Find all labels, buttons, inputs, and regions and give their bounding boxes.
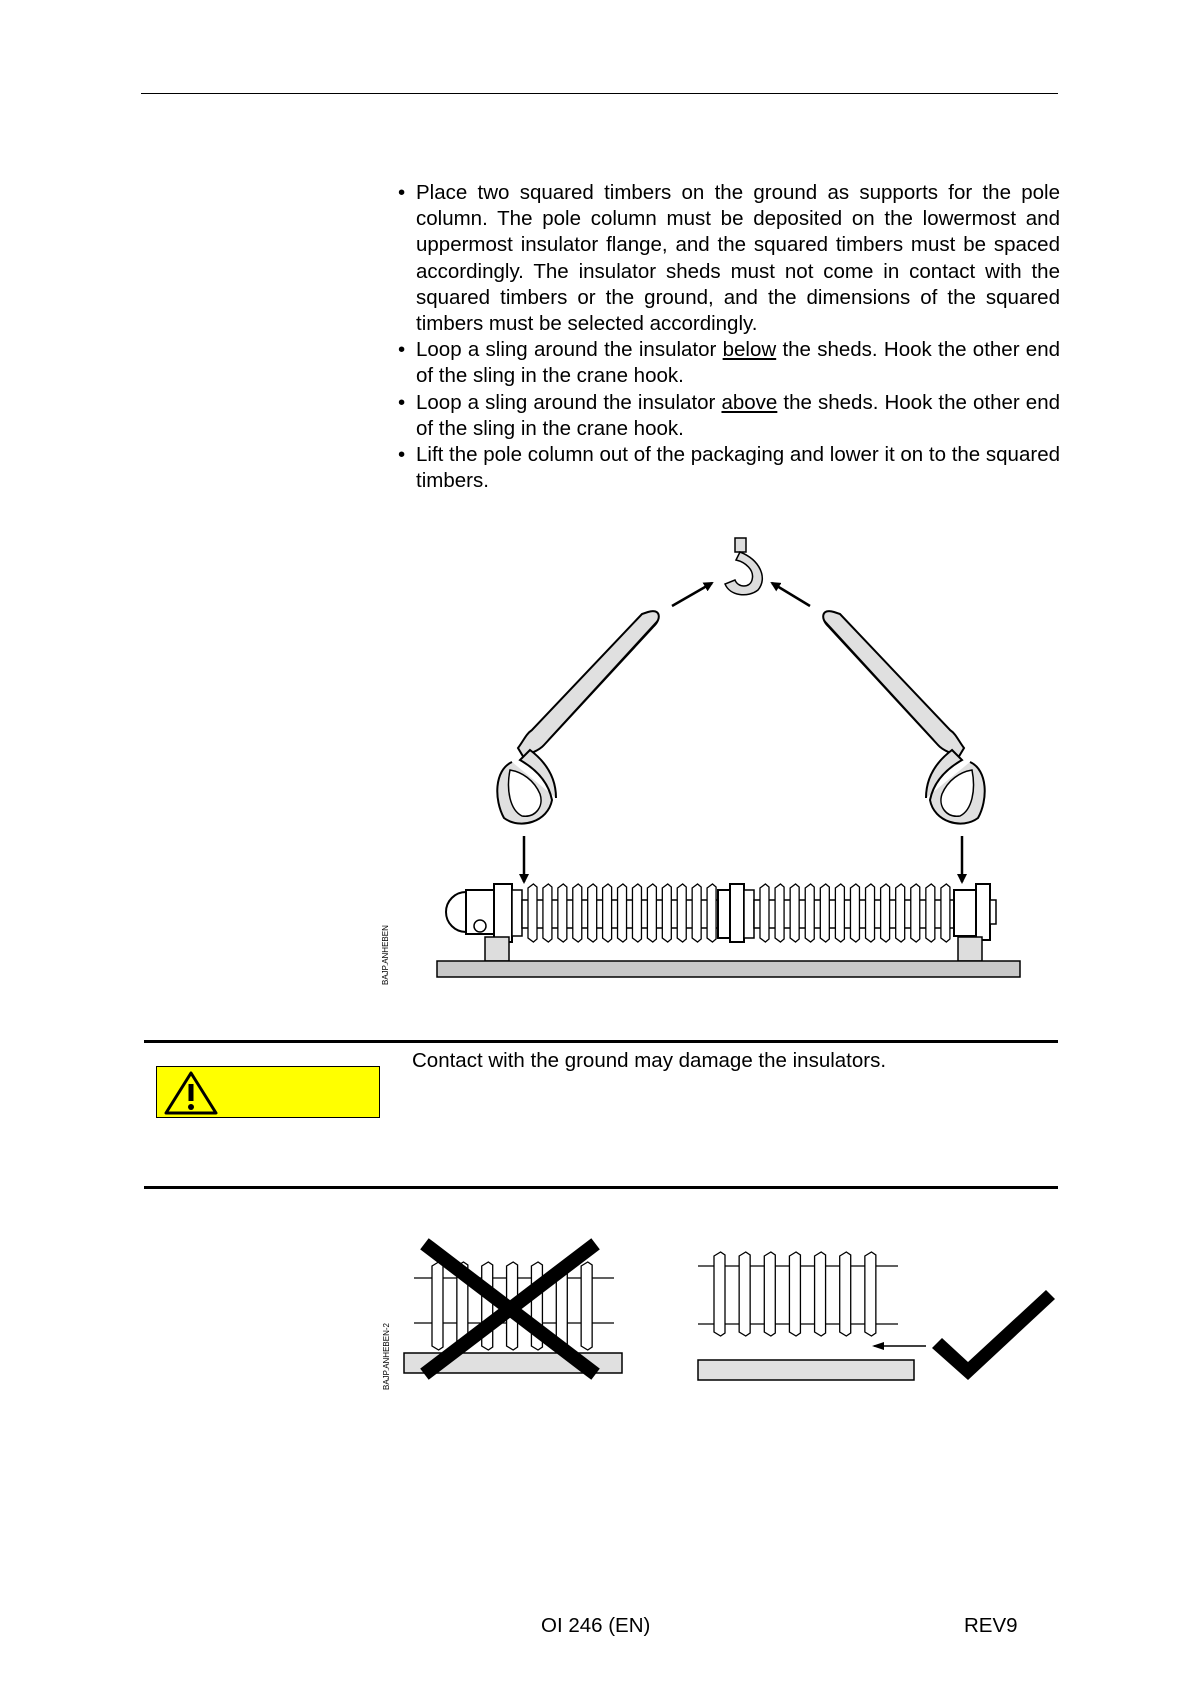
instruction-text: Lift the pole column out of the packaging and lower it on to the squared timbers. bbox=[416, 443, 1060, 493]
arrow-to-hook-right bbox=[772, 583, 810, 606]
check-mark-icon bbox=[932, 1290, 1055, 1380]
figure-code-ground-contact: BAJP.ANHEBEN-2 bbox=[382, 1323, 391, 1390]
warning-text: Contact with the ground may damage the insulators. bbox=[412, 1049, 887, 1072]
emphasis-text: above bbox=[721, 390, 778, 414]
ground-bar bbox=[437, 961, 1020, 977]
bullet-glyph: • bbox=[398, 390, 406, 414]
instruction-text: Place two squared timbers on the ground as supports for the pole column. The pole column must be deposited on the lowermost and uppermost insulator flange, and the squared timbers must be spaced accordingly. The insulator sheds must not come in contact with the squared timbers or the ground, and the dimensions of the squared timbers must be selected accordingly. bbox=[416, 181, 1060, 336]
emphasis-text: below bbox=[722, 338, 777, 362]
instruction-text: the sheds. Hook the other end of the sling in the crane hook. bbox=[416, 338, 1061, 388]
instruction-text: the sheds. Hook the other end of the sling in the crane hook. bbox=[416, 390, 1060, 440]
warning-top-rule bbox=[144, 1040, 1058, 1043]
correct-placement bbox=[698, 1252, 1055, 1380]
warning-bottom-rule bbox=[144, 1186, 1058, 1189]
squared-timber-right bbox=[958, 937, 982, 961]
incorrect-placement bbox=[404, 1248, 622, 1373]
warning-box bbox=[156, 1066, 380, 1118]
squared-timber-left bbox=[485, 937, 509, 961]
pole-column bbox=[446, 884, 996, 942]
arrow-to-hook-left bbox=[672, 583, 712, 606]
instruction-text: Loop a sling around the insulator bbox=[416, 338, 723, 362]
ground-contact-diagram bbox=[0, 1230, 1190, 1430]
footer-doc-id: OI 246 (EN) bbox=[541, 1614, 651, 1637]
sling-left bbox=[497, 611, 659, 823]
crane-hook-icon bbox=[725, 538, 762, 595]
figure-code-lifting: BAJP.ANHEBEN bbox=[381, 925, 390, 985]
bullet-glyph: • bbox=[398, 181, 406, 204]
bullet-glyph: • bbox=[398, 338, 406, 362]
instruction-text: Loop a sling around the insulator bbox=[416, 390, 722, 414]
footer-revision: REV9 bbox=[964, 1614, 1018, 1637]
sling-right bbox=[823, 611, 985, 823]
warning-triangle-icon bbox=[163, 1070, 219, 1116]
bullet-glyph: • bbox=[398, 443, 406, 467]
